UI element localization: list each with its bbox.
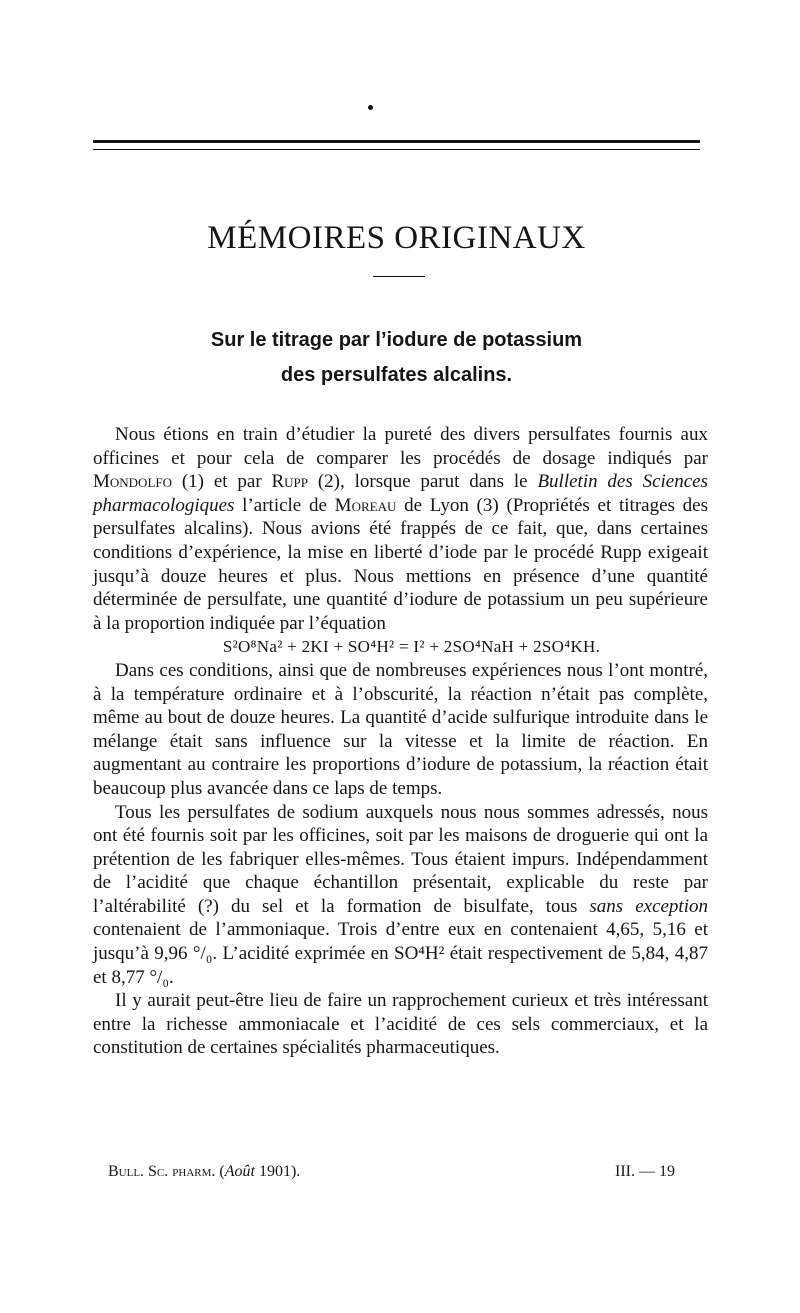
footer-citation-month: Août bbox=[224, 1163, 255, 1180]
journal-title: Bulletin des Sciences pharmacologiques bbox=[93, 471, 708, 516]
ornament-dot bbox=[368, 105, 373, 110]
emphasis-sans-exception: sans exception bbox=[589, 895, 708, 917]
paragraph-4: Il y aurait peut-être lieu de faire un rapprochement curieux et très intéressant entre la richesse ammoniacale et l’acidité de ces sels commerciaux, et la constitution de certaines spécialités pharmaceutiques. bbox=[93, 990, 708, 1059]
footer-citation-suffix: 1901). bbox=[254, 1163, 301, 1180]
top-rule-thick bbox=[93, 140, 700, 143]
article-title-line1: Sur le titrage par l’iodure de potassium bbox=[210, 329, 583, 351]
article-title bbox=[93, 323, 700, 393]
paragraph-3-text-b: contenaient de l’ammoniaque. Trois d’entre eux en contenaient 4,65, 5,16 et jusqu’à 9,96 °/₀. L’acidité exprimée en SO⁴H² était respectivement de 5,84, 4,87 et 8,77 °/₀. bbox=[93, 919, 708, 988]
article-body bbox=[93, 423, 708, 1060]
paragraph-1-text-c: (2), lorsque parut dans le bbox=[308, 471, 538, 493]
paragraph-3 bbox=[93, 801, 708, 990]
paragraph-1-text-e: de Lyon (3) (Propriétés et titrages des persulfates alcalins). Nous avions été frappés de ce fait, que, dans certaines conditions d’expérience, la mise en liberté d’iode par le procédé Rupp exigeait jusqu’à douze heures et plus. Nous mettions en présence d’une quantité déterminée de persulfate, une quantité d’iodure de potassium un peu supérieure à la proportion indiquée par l’équation bbox=[93, 494, 708, 634]
chemical-equation: S²O⁸Na² + 2KI + SO⁴H² = I² + 2SO⁴NaH + 2SO⁴KH. bbox=[222, 637, 601, 657]
paragraph-1-text-b: (1) et par bbox=[172, 471, 272, 493]
page-footer bbox=[108, 1163, 675, 1181]
footer-citation bbox=[108, 1163, 300, 1181]
top-rule-thin bbox=[93, 149, 700, 150]
paragraph-1-text-d: l’article de bbox=[234, 494, 335, 516]
footer-citation-prefix: Bull. Sc. pharm. ( bbox=[108, 1163, 225, 1180]
title-divider bbox=[373, 276, 425, 277]
author-rupp: Rupp bbox=[271, 471, 309, 493]
paragraph-1-text-a: Nous étions en train d’étudier la pureté des divers persulfates fournis aux officines et pour cela de comparer les procédés de dosage indiqués par bbox=[93, 424, 708, 469]
article-title-line2: des persulfates alcalins. bbox=[280, 364, 513, 386]
section-title: MÉMOIRES ORIGINAUX bbox=[207, 220, 586, 256]
paragraph-2: Dans ces conditions, ainsi que de nombreuses expériences nous l’ont montré, à la température ordinaire et à l’obscurité, la réaction n’était pas complète, même au bout de douze heures. La quantité d’acide sulfurique introduite dans le mélange était sans influence sur la vitesse et la limite de réaction. En augmentant au contraire les proportions d’iodure de potassium, la réaction était beaucoup plus avancée dans ce laps de temps. bbox=[93, 659, 708, 799]
paragraph-3-text-a: Tous les persulfates de sodium auxquels nous nous sommes adressés, nous ont été fournis soit par les officines, soit par les maisons de droguerie qui ont la prétention de les fabriquer elles-mêmes. Tous étaient impurs. Indépendamment de l’acidité que chaque échantillon présentait, explicable du reste par l’altérabilité (?) du sel et la formation de bisulfate, tous bbox=[93, 801, 708, 917]
footer-page-number: III. — 19 bbox=[615, 1163, 675, 1180]
author-moreau: Moreau bbox=[334, 494, 397, 516]
paragraph-1 bbox=[93, 423, 708, 635]
author-mondolfo: Mondolfo bbox=[93, 471, 173, 493]
